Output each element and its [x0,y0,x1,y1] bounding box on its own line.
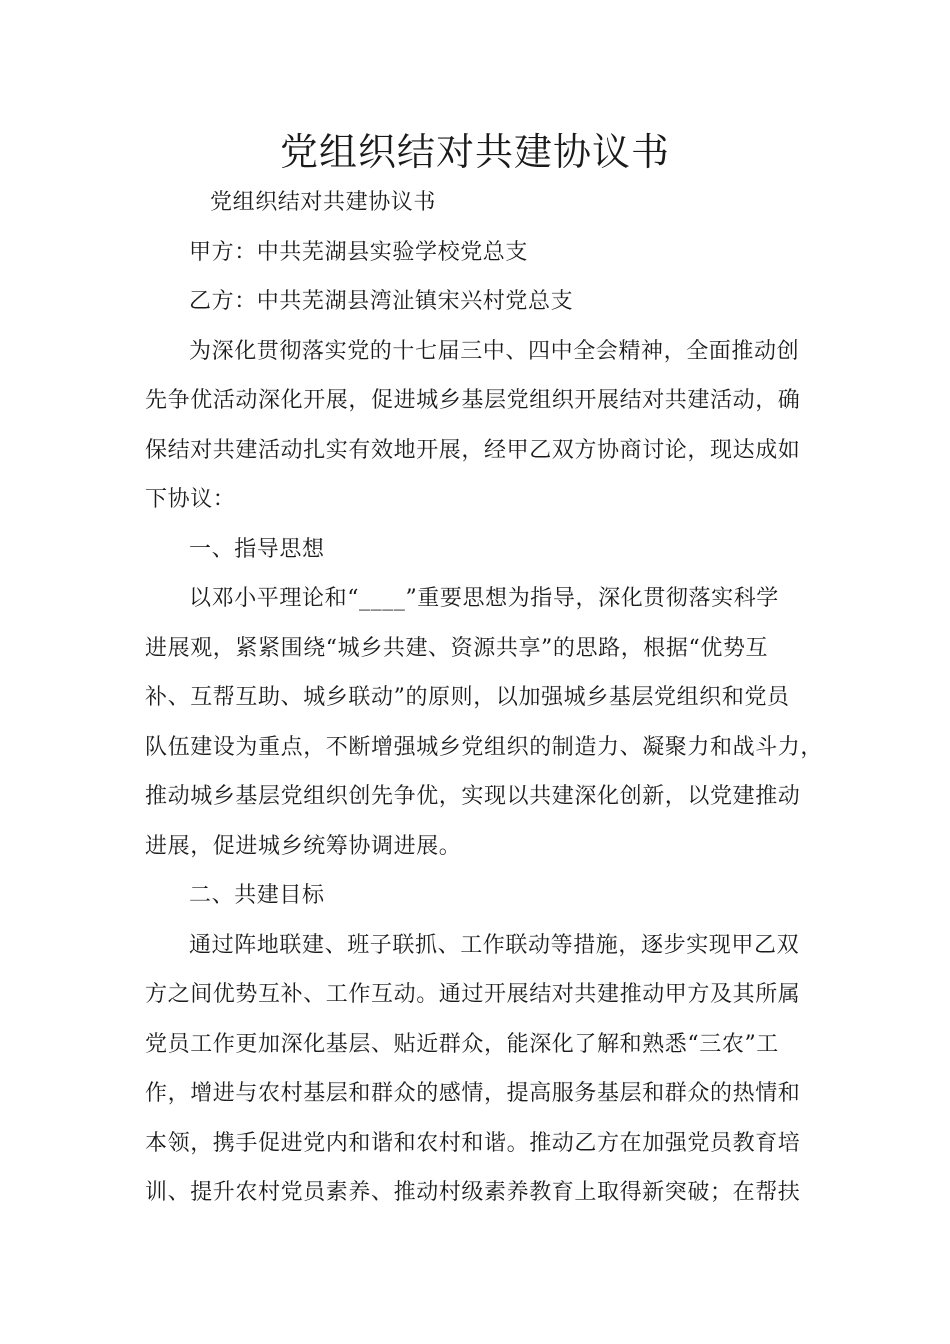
paragraph-line: 本领，携手促进党内和谐和农村和谐。推动乙方在加强党员教育培 [145,1130,801,1156]
paragraph-line: 通过阵地联建、班子联抓、工作联动等措施，逐步实现甲乙双 [189,932,800,958]
section-heading: 一、指导思想 [189,536,325,562]
paragraph-line: 下协议： [145,487,236,512]
paragraph-line: 以邓小平理论和“____”重要思想为指导，深化贯彻落实科学 [189,586,779,611]
party-a-line: 甲方：中共芜湖县实验学校党总支 [189,239,529,265]
paragraph-line: 进展，促进城乡统筹协调进展。 [145,833,462,859]
party-b-line: 乙方：中共芜湖县湾沚镇宋兴村党总支 [189,289,574,314]
document-body [145,178,824,1218]
paragraph-line: 补、互帮互助、城乡联动”的原则，以加强城乡基层党组织和党员 [145,685,790,710]
paragraph-line: 保结对共建活动扎实有效地开展，经甲乙双方协商讨论，现达成如 [145,437,801,463]
paragraph-line: 队伍建设为重点，不断增强城乡党组织的制造力、凝聚力和战斗力， [145,734,824,760]
paragraph-line: 为深化贯彻落实党的十七届三中、四中全会精神，全面推动创 [189,338,800,364]
subtitle-line: 党组织结对共建协议书 [210,190,437,215]
paragraph-line: 方之间优势互补、工作互动。通过开展结对共建推动甲方及其所属 [145,982,801,1007]
paragraph-line: 作，增进与农村基层和群众的感情，提高服务基层和群众的热情和 [145,1081,801,1106]
paragraph-line: 训、提升农村党员素养、推动村级素养教育上取得新突破；在帮扶 [145,1180,801,1205]
paragraph-line: 先争优活动深化开展，促进城乡基层党组织开展结对共建活动，确 [145,388,801,413]
paragraph-line: 推动城乡基层党组织创先争优，实现以共建深化创新，以党建推动 [145,784,801,809]
paragraph-line: 党员工作更加深化基层、贴近群众，能深化了解和熟悉“三农”工 [145,1031,779,1057]
document-title: 党组织结对共建协议书 [279,130,670,174]
paragraph-line: 进展观，紧紧围绕“城乡共建、资源共享”的思路，根据“优势互 [145,635,769,661]
section-heading: 二、共建目标 [189,883,325,908]
